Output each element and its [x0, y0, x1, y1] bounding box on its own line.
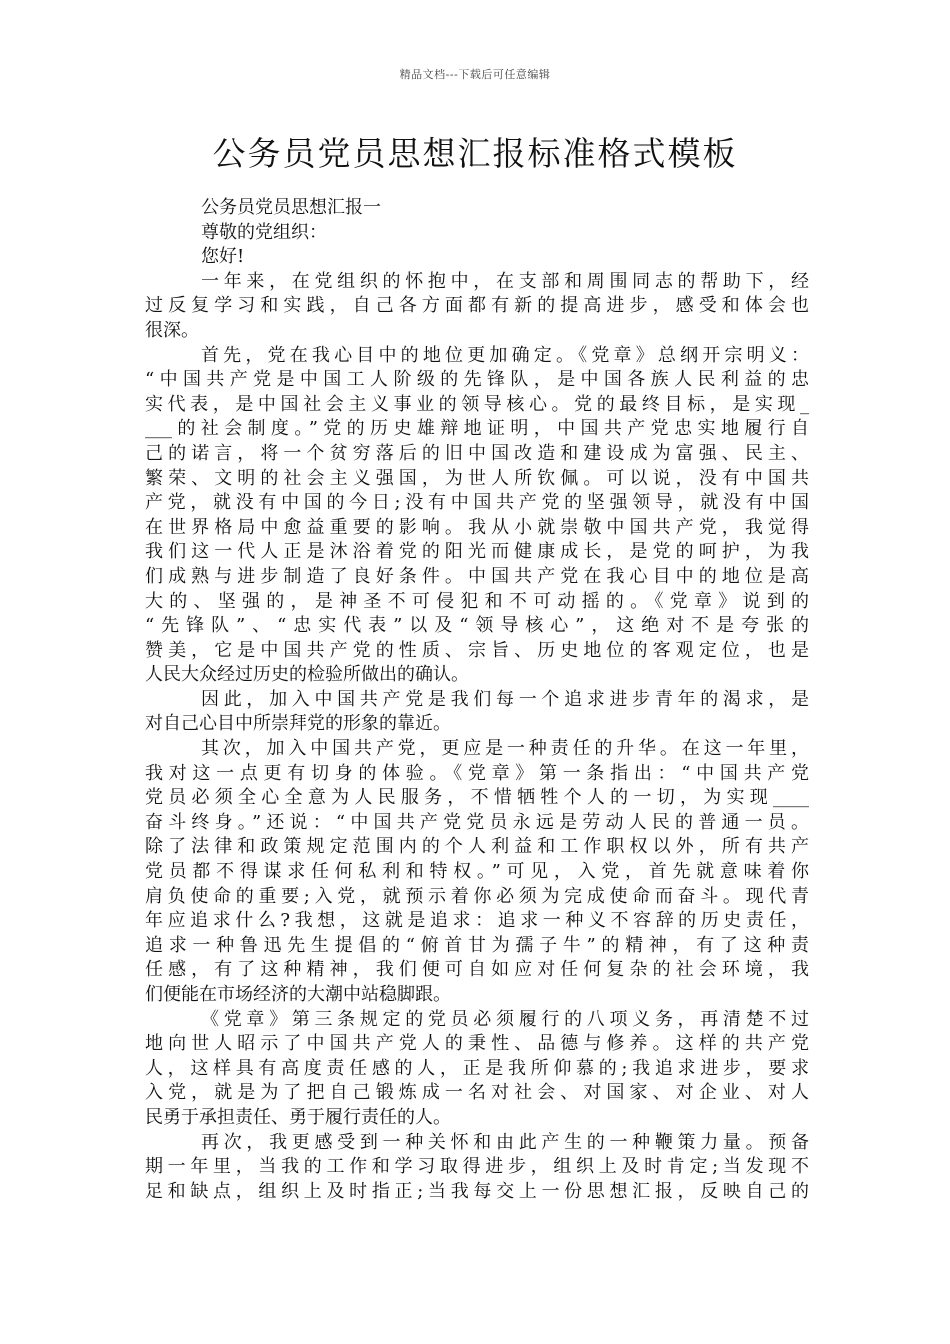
text-line: 首先，党在我心目中的地位更加确定。《党章》总纲开宗明义：: [201, 344, 809, 366]
text-line: 我对这一点更有切身的体验。《党章》第一条指出：“中国共产党: [145, 762, 809, 784]
text-line: 实代表，是中国社会主义事业的领导核心。党的最终目标，是实现_: [145, 393, 809, 415]
text-line: 因此，加入中国共产党是我们每一个追求进步青年的渴求，是: [201, 688, 809, 710]
text-line: 再次，我更感受到一种关怀和由此产生的一种鞭策力量。预备: [201, 1131, 809, 1153]
text-line: ___的社会制度。”党的历史雄辩地证明，中国共产党忠实地履行自: [145, 418, 809, 440]
text-line: 们便能在市场经济的大潮中站稳脚跟。: [145, 984, 451, 1005]
text-line: 您好!: [201, 246, 245, 268]
text-line: 足和缺点，组织上及时指正;当我每交上一份思想汇报，反映自己的: [145, 1180, 809, 1202]
text-line: 党员都不得谋求任何私利和特权。”可见，入党，首先就意味着你: [145, 861, 809, 883]
text-line: 我们这一代人正是沐浴着党的阳光而健康成长，是党的呵护，为我: [145, 541, 809, 563]
text-line: 入党，就是为了把自己锻炼成一名对社会、对国家、对企业、对人: [145, 1082, 809, 1104]
text-line: “先锋队”、“忠实代表”以及“领导核心”，这绝对不是夸张的: [145, 615, 809, 637]
text-line: 一年来，在党组织的怀抱中，在支部和周围同志的帮助下，经: [201, 270, 809, 292]
text-line: 地向世人昭示了中国共产党人的秉性、品德与修养。这样的共产党: [145, 1033, 809, 1055]
header-note: 精品文档---下载后可任意编辑: [399, 68, 551, 81]
document-body: [145, 196, 809, 1204]
text-line: 很深。: [145, 319, 199, 341]
text-line: 期一年里，当我的工作和学习取得进步，组织上及时肯定;当发现不: [145, 1156, 809, 1178]
text-line: 追求一种鲁迅先生提倡的“俯首甘为孺子牛”的精神，有了这种责: [145, 934, 809, 956]
text-line: 过反复学习和实践，自己各方面都有新的提高进步，感受和体会也: [145, 295, 809, 317]
text-line: 赞美，它是中国共产党的性质、宗旨、历史地位的客观定位，也是: [145, 639, 809, 661]
text-line: 民勇于承担责任、勇于履行责任的人。: [145, 1106, 451, 1128]
text-line: 党员必须全心全意为人民服务，不惜牺牲个人的一切，为实现____: [145, 787, 809, 809]
text-line: 在世界格局中愈益重要的影响。我从小就崇敬中国共产党，我觉得: [145, 516, 809, 538]
document-title: 公务员党员思想汇报标准格式模板: [212, 134, 738, 173]
text-line: 己的诺言，将一个贫穷落后的旧中国改造和建设成为富强、民主、: [145, 442, 809, 464]
text-line: 除了法律和政策规定范围内的个人利益和工作职权以外，所有共产: [145, 836, 809, 858]
text-line: 任感，有了这种精神，我们便可自如应对任何复杂的社会环境，我: [145, 959, 809, 981]
text-line: 其次，加入中国共产党，更应是一种责任的升华。在这一年里，: [201, 738, 809, 760]
text-line: 《党章》第三条规定的党员必须履行的八项义务，再清楚不过: [201, 1008, 809, 1030]
text-line: “中国共产党是中国工人阶级的先锋队，是中国各族人民利益的忠: [145, 369, 809, 391]
text-line: 奋斗终身。”还说：“中国共产党党员永远是劳动人民的普通一员。: [145, 811, 809, 833]
text-line: 对自己心目中所崇拜党的形象的靠近。: [145, 713, 451, 735]
text-line: 年应追求什么?我想，这就是追求：追求一种义不容辞的历史责任，: [145, 910, 809, 932]
text-line: 肩负使命的重要;入党，就预示着你必须为完成使命而奋斗。现代青: [145, 885, 809, 907]
text-line: 尊敬的党组织：: [201, 221, 327, 243]
text-line: 大的、坚强的，是神圣不可侵犯和不可动摇的。《党章》说到的: [145, 590, 809, 612]
text-line: 公务员党员思想汇报一: [201, 197, 381, 218]
text-line: 人民大众经过历史的检验所做出的确认。: [145, 664, 469, 686]
text-line: 人，这样具有高度责任感的人，正是我所仰慕的;我追求进步，要求: [145, 1057, 809, 1079]
text-line: 产党，就没有中国的今日;没有中国共产党的坚强领导，就没有中国: [145, 492, 809, 514]
text-line: 们成熟与进步制造了良好条件。中国共产党在我心目中的地位是高: [145, 565, 809, 587]
text-line: 繁荣、文明的社会主义强国，为世人所钦佩。可以说，没有中国共: [145, 467, 809, 489]
